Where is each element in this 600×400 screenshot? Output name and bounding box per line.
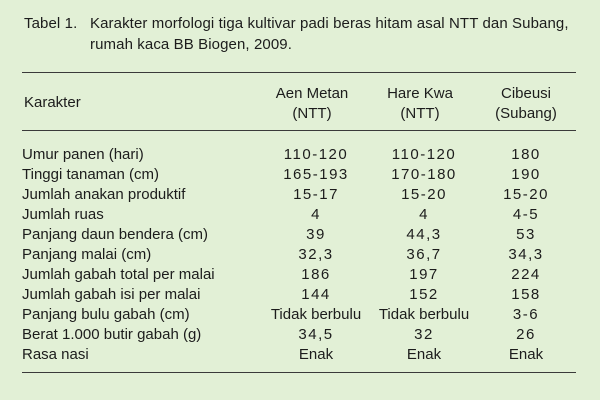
row-label: Umur panen (hari) — [22, 146, 144, 163]
table-row — [22, 345, 574, 365]
data-table — [22, 145, 574, 365]
cell-aen-metan: 144 — [301, 286, 331, 303]
cell-hare-kwa: 152 — [409, 286, 439, 303]
cell-cibeusi: 180 — [511, 146, 541, 163]
caption-line-1 — [24, 13, 584, 34]
row-label: Jumlah gabah isi per malai — [22, 286, 201, 303]
header-rule — [22, 130, 576, 131]
cell-hare-kwa: 44,3 — [406, 226, 442, 243]
table-row — [22, 225, 574, 245]
table-row — [22, 205, 574, 225]
cell-aen-metan: 110-120 — [283, 146, 349, 163]
table-row — [22, 165, 574, 185]
table-row — [22, 265, 574, 285]
table-row — [22, 245, 574, 265]
cell-aen-metan: 34,5 — [298, 326, 334, 343]
header-karakter: Karakter — [24, 94, 81, 111]
cell-hare-kwa: 32 — [414, 326, 434, 343]
row-label: Panjang bulu gabah (cm) — [22, 306, 190, 323]
header-col-aen-metan — [262, 84, 362, 124]
cell-aen-metan: 4 — [311, 206, 321, 223]
cell-cibeusi: 224 — [511, 266, 541, 283]
cell-hare-kwa: 110-120 — [391, 146, 457, 163]
cell-cibeusi: 15-20 — [503, 186, 549, 203]
row-label: Jumlah gabah total per malai — [22, 266, 215, 283]
header-col3-origin: (Subang) — [495, 105, 557, 122]
header-col1-origin: (NTT) — [292, 105, 332, 122]
table-row — [22, 285, 574, 305]
caption-line-2: rumah kaca BB Biogen, 2009. — [90, 36, 292, 53]
header-col-hare-kwa — [370, 84, 470, 124]
cell-cibeusi: 190 — [511, 166, 541, 183]
cell-aen-metan: 186 — [301, 266, 331, 283]
header-col1-name: Aen Metan — [275, 85, 349, 102]
cell-hare-kwa: 197 — [409, 266, 439, 283]
cell-cibeusi: 3-6 — [512, 306, 540, 323]
cell-cibeusi: 26 — [516, 326, 536, 343]
cell-cibeusi: 53 — [516, 226, 536, 243]
cell-aen-metan: Enak — [298, 346, 334, 363]
header-col-cibeusi — [478, 84, 574, 124]
row-label: Panjang malai (cm) — [22, 246, 152, 263]
cell-aen-metan: 165-193 — [283, 166, 349, 183]
row-label: Jumlah anakan produktif — [22, 186, 186, 203]
cell-hare-kwa: 4 — [419, 206, 429, 223]
cell-cibeusi: 4-5 — [512, 206, 540, 223]
cell-aen-metan: Tidak berbulu — [270, 306, 362, 323]
header-col2-name: Hare Kwa — [387, 85, 453, 102]
table-caption — [24, 13, 584, 55]
cell-aen-metan: 15-17 — [293, 186, 339, 203]
cell-aen-metan: 32,3 — [298, 246, 334, 263]
table-row — [22, 325, 574, 345]
row-label: Berat 1.000 butir gabah (g) — [22, 326, 202, 343]
bottom-rule — [22, 372, 576, 373]
row-label: Panjang daun bendera (cm) — [22, 226, 208, 243]
table-row — [22, 145, 574, 165]
cell-hare-kwa: 170-180 — [391, 166, 457, 183]
cell-hare-kwa: 15-20 — [401, 186, 447, 203]
caption-label: Tabel 1. — [24, 15, 78, 32]
header-col2-origin: (NTT) — [400, 105, 440, 122]
table-row — [22, 185, 574, 205]
cell-hare-kwa: 36,7 — [406, 246, 442, 263]
row-label: Rasa nasi — [22, 346, 89, 363]
cell-cibeusi: Enak — [508, 346, 544, 363]
table-row — [22, 305, 574, 325]
cell-cibeusi: 34,3 — [508, 246, 544, 263]
top-rule — [22, 72, 576, 73]
row-label: Jumlah ruas — [22, 206, 104, 223]
cell-hare-kwa: Enak — [406, 346, 442, 363]
caption-text: Karakter morfologi tiga kultivar padi beras hitam asal NTT dan Subang, — [90, 15, 569, 32]
row-label: Tinggi tanaman (cm) — [22, 166, 159, 183]
cell-cibeusi: 158 — [511, 286, 541, 303]
header-col3-name: Cibeusi — [500, 85, 552, 102]
cell-aen-metan: 39 — [306, 226, 326, 243]
cell-hare-kwa: Tidak berbulu — [378, 306, 470, 323]
